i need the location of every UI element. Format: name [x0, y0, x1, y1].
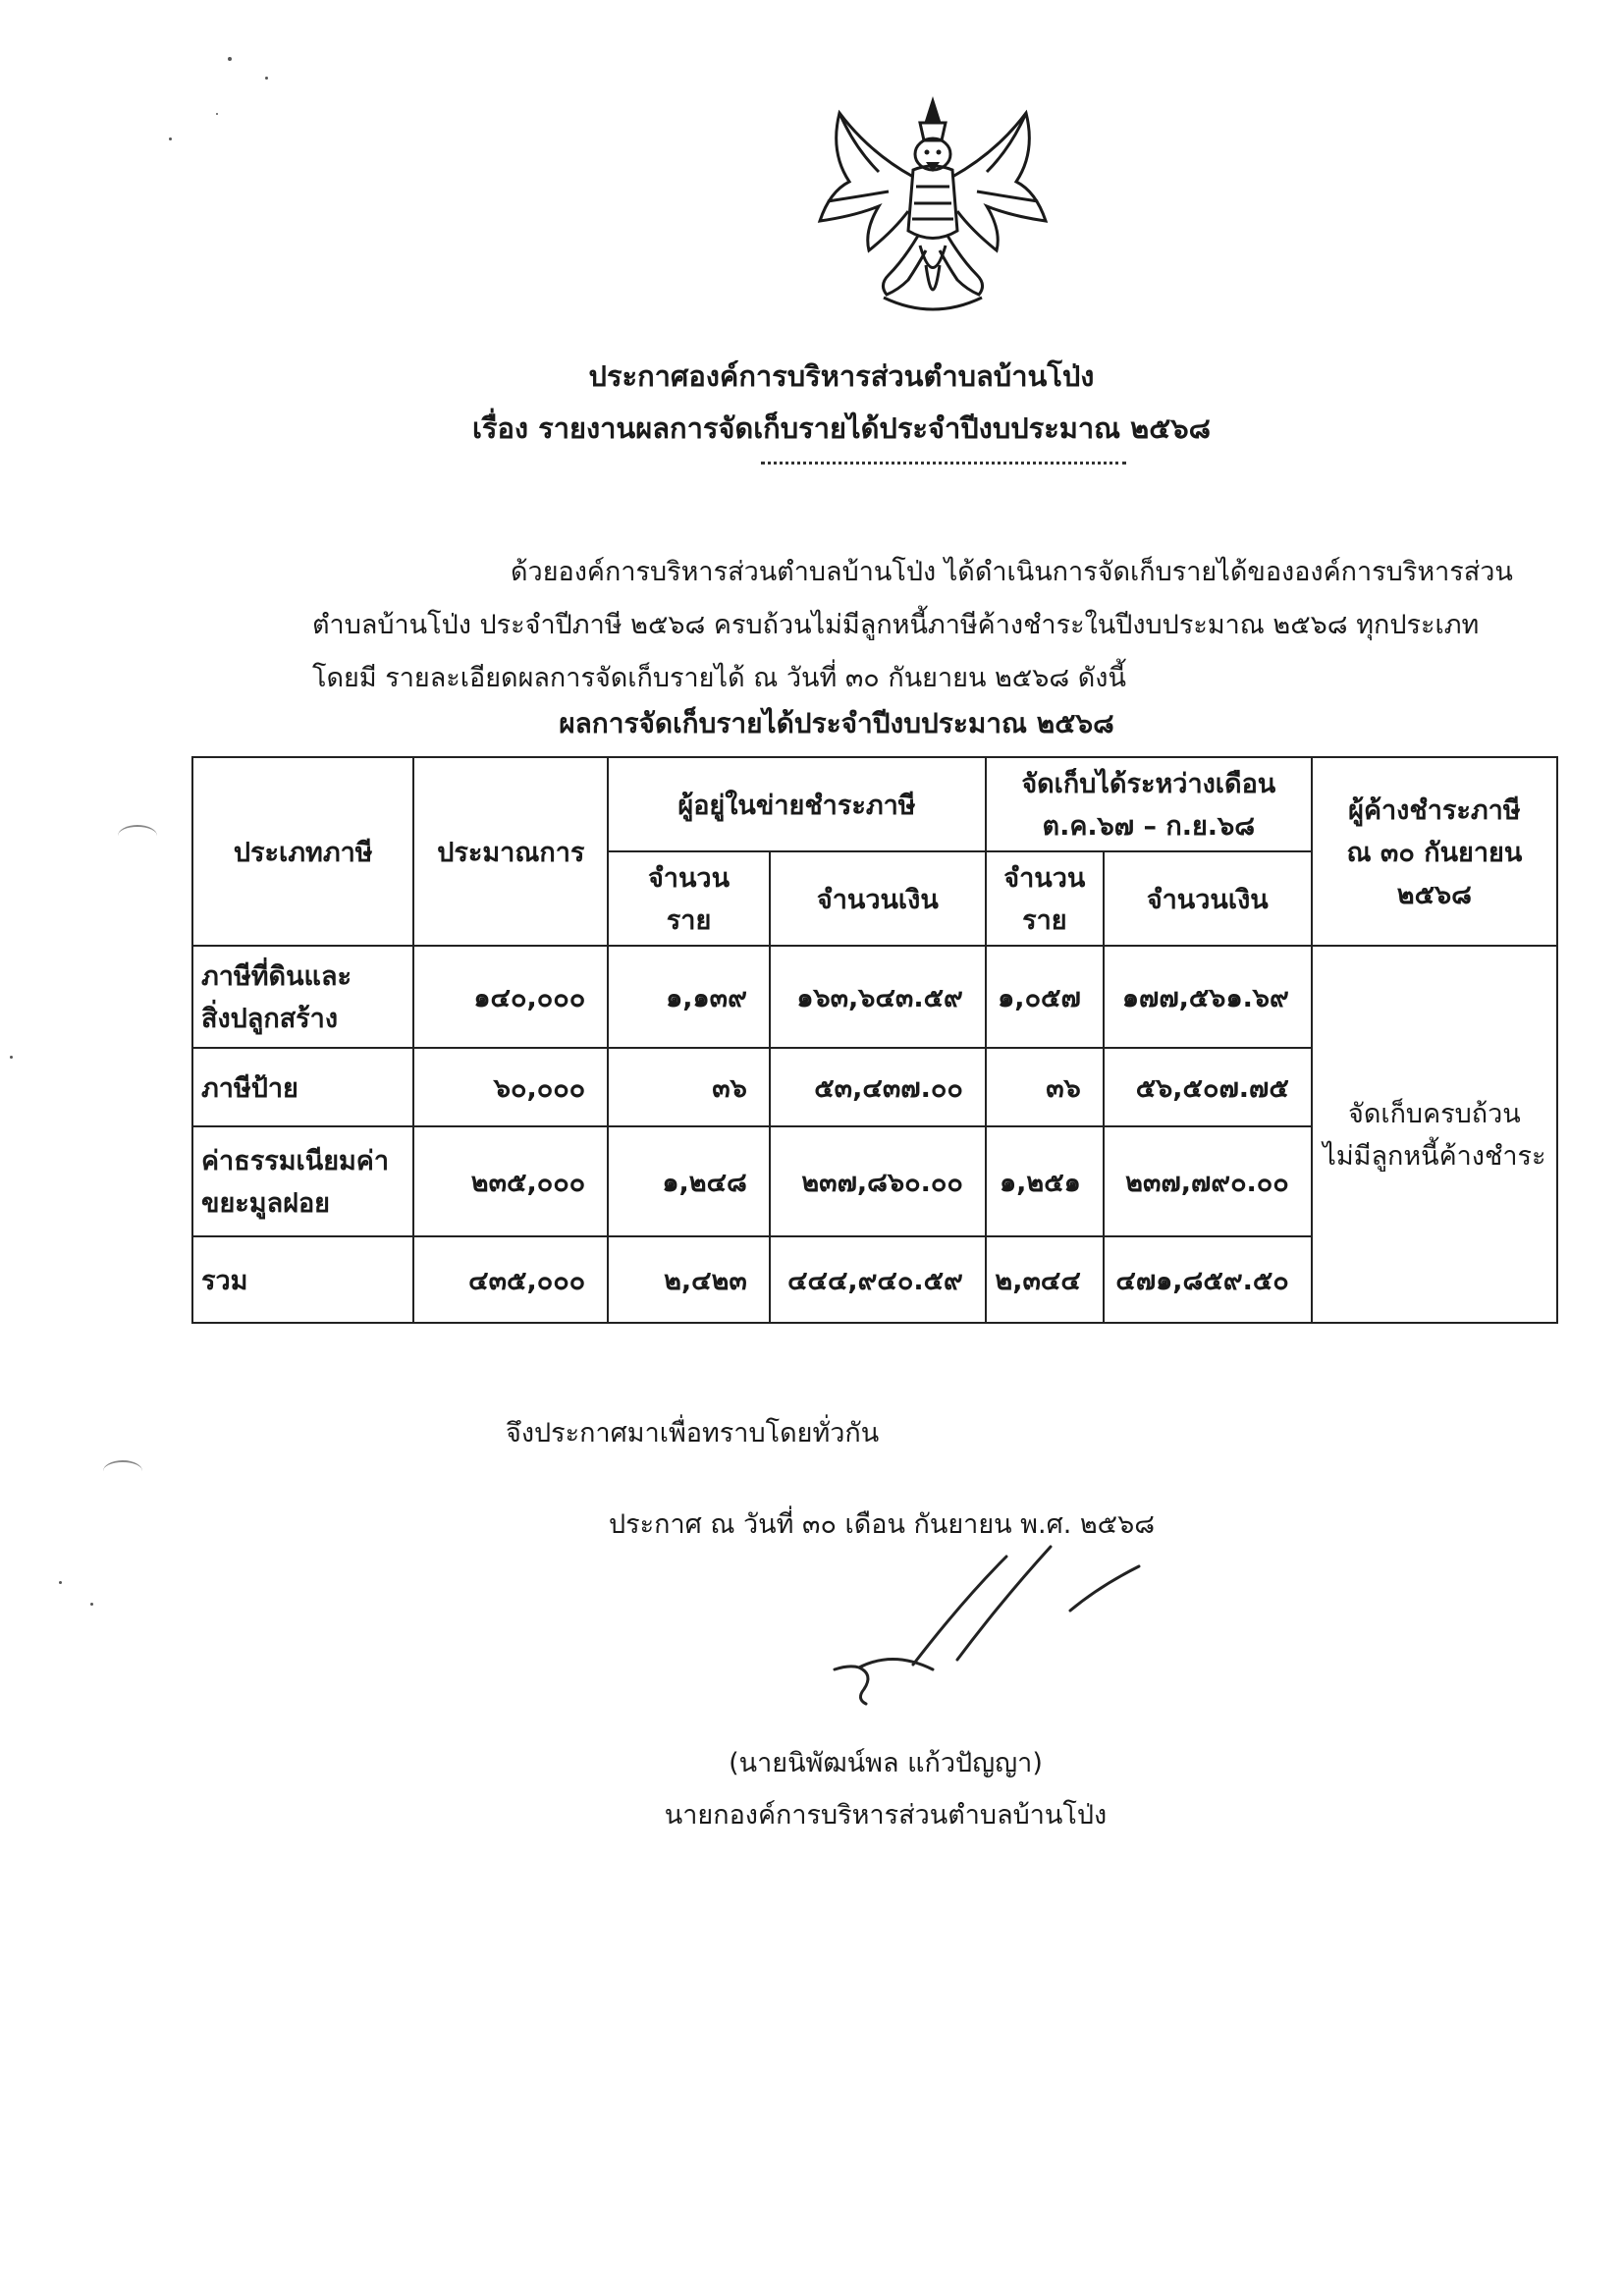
row-in-amount: ๑๖๓,๖๔๓.๕๙ [770, 946, 986, 1048]
hole-punch-mark [118, 825, 157, 847]
scan-speck [228, 57, 232, 61]
header-in-network: ผู้อยู่ในข่ายชำระภาษี [608, 757, 986, 851]
subheader-count-line1: จำนวน [647, 863, 731, 894]
garuda-emblem-icon [810, 93, 1056, 329]
row-col-amount: ๑๗๗,๕๖๑.๖๙ [1104, 946, 1312, 1048]
row-col-amount: ๕๖,๕๐๗.๗๕ [1104, 1048, 1312, 1126]
table-heading: ผลการจัดเก็บรายได้ประจำปีงบประมาณ ๒๕๖๘ [559, 707, 1114, 739]
scan-speck [90, 1603, 93, 1606]
table-row [192, 946, 1557, 1048]
row-in-count: ๒,๔๒๓ [608, 1236, 770, 1323]
row-in-amount: ๔๔๔,๙๔๐.๕๙ [770, 1236, 986, 1323]
announcement-date: ประกาศ ณ วันที่ ๓๐ เดือน กันยายน พ.ศ. ๒๕๖๘ [609, 1509, 1156, 1540]
scan-speck [10, 1056, 13, 1059]
header-outstanding-line2: ณ ๓๐ กันยายน [1346, 837, 1523, 868]
row-tax-type [192, 1048, 413, 1126]
row-type-line1: ภาษีป้าย [201, 1072, 298, 1104]
header-outstanding-line3: ๒๕๖๘ [1396, 879, 1472, 910]
row-col-count: ๑,๒๕๑ [986, 1126, 1104, 1236]
paragraph-line-3: โดยมี รายละเอียดผลการจัดเก็บรายได้ ณ วันที่ ๓๐ กันยายน ๒๕๖๘ ดังนี้ [312, 663, 1126, 693]
row-in-amount: ๒๓๗,๘๖๐.๐๐ [770, 1126, 986, 1236]
scan-speck [265, 77, 268, 80]
hole-punch-mark [103, 1460, 142, 1482]
row-col-amount: ๔๗๑,๘๕๙.๕๐ [1104, 1236, 1312, 1323]
note-line1: จัดเก็บครบถ้วน [1348, 1099, 1521, 1129]
subheader-in-amount: จำนวนเงิน [770, 851, 986, 946]
announcement-subject: เรื่อง รายงานผลการจัดเก็บรายได้ประจำปีงบประมาณ ๒๕๖๘ [471, 411, 1212, 445]
row-estimate: ๔๓๕,๐๐๐ [413, 1236, 608, 1323]
row-type-line1: ภาษีที่ดินและ [201, 961, 352, 992]
paragraph-line-1: ด้วยองค์การบริหารส่วนตำบลบ้านโป่ง ได้ดำเนินการจัดเก็บรายได้ขององค์การบริหารส่วน [511, 557, 1513, 587]
row-type-line2: ขยะมูลฝอย [201, 1188, 330, 1219]
subheader-count-line2: ราย [666, 905, 712, 936]
signer-name: (นายนิพัฒน์พล แก้วปัญญา) [729, 1748, 1043, 1778]
row-tax-type [192, 1236, 413, 1323]
row-type-line1: รวม [201, 1265, 248, 1296]
header-collected [986, 757, 1312, 851]
row-col-amount: ๒๓๗,๗๙๐.๐๐ [1104, 1126, 1312, 1236]
scan-speck [59, 1581, 62, 1584]
scan-speck [216, 113, 218, 115]
row-tax-type [192, 1126, 413, 1236]
row-in-count: ๑,๒๔๘ [608, 1126, 770, 1236]
dotted-separator [761, 462, 1126, 465]
row-type-line2: สิ่งปลูกสร้าง [201, 1004, 339, 1034]
row-estimate: ๑๔๐,๐๐๐ [413, 946, 608, 1048]
row-estimate: ๖๐,๐๐๐ [413, 1048, 608, 1126]
header-collected-line2: ต.ค.๖๗ – ก.ย.๖๘ [1042, 811, 1256, 842]
row-col-count: ๑,๐๕๗ [986, 946, 1104, 1048]
subheader-col-amount: จำนวนเงิน [1104, 851, 1312, 946]
announcement-title: ประกาศองค์การบริหารส่วนตำบลบ้านโป่ง [588, 359, 1095, 393]
closing-statement: จึงประกาศมาเพื่อทราบโดยทั่วกัน [506, 1418, 880, 1449]
signature-icon [805, 1542, 1218, 1719]
subheader-in-count [608, 851, 770, 946]
header-collected-line1: จัดเก็บได้ระหว่างเดือน [1021, 769, 1276, 799]
paragraph-line-2: ตำบลบ้านโป่ง ประจำปีภาษี ๒๕๖๘ ครบถ้วนไม่มีลูกหนี้ภาษีค้างชำระในปีงบประมาณ ๒๕๖๘ ทุกประเภท [312, 610, 1480, 640]
row-tax-type [192, 946, 413, 1048]
row-in-amount: ๕๓,๔๓๗.๐๐ [770, 1048, 986, 1126]
header-estimate: ประมาณการ [413, 757, 608, 946]
scan-speck [169, 137, 172, 140]
row-in-count: ๑,๑๓๙ [608, 946, 770, 1048]
row-type-line1: ค่าธรรมเนียมค่า [201, 1146, 390, 1176]
row-in-count: ๓๖ [608, 1048, 770, 1126]
row-estimate: ๒๓๕,๐๐๐ [413, 1126, 608, 1236]
row-col-count: ๓๖ [986, 1048, 1104, 1126]
header-tax-type: ประเภทภาษี [192, 757, 413, 946]
subheader-count-line1: จำนวน [1003, 863, 1086, 894]
subheader-col-count [986, 851, 1104, 946]
header-outstanding-line1: ผู้ค้างชำระภาษี [1348, 794, 1521, 826]
row-col-count: ๒,๓๔๔ [986, 1236, 1104, 1323]
signer-position: นายกองค์การบริหารส่วนตำบลบ้านโป่ง [664, 1800, 1108, 1831]
subheader-count-line2: ราย [1022, 905, 1067, 936]
header-outstanding [1312, 757, 1557, 946]
revenue-table [191, 756, 1558, 1324]
outstanding-note [1312, 946, 1557, 1323]
note-line2: ไม่มีลูกหนี้ค้างชำระ [1323, 1141, 1546, 1172]
